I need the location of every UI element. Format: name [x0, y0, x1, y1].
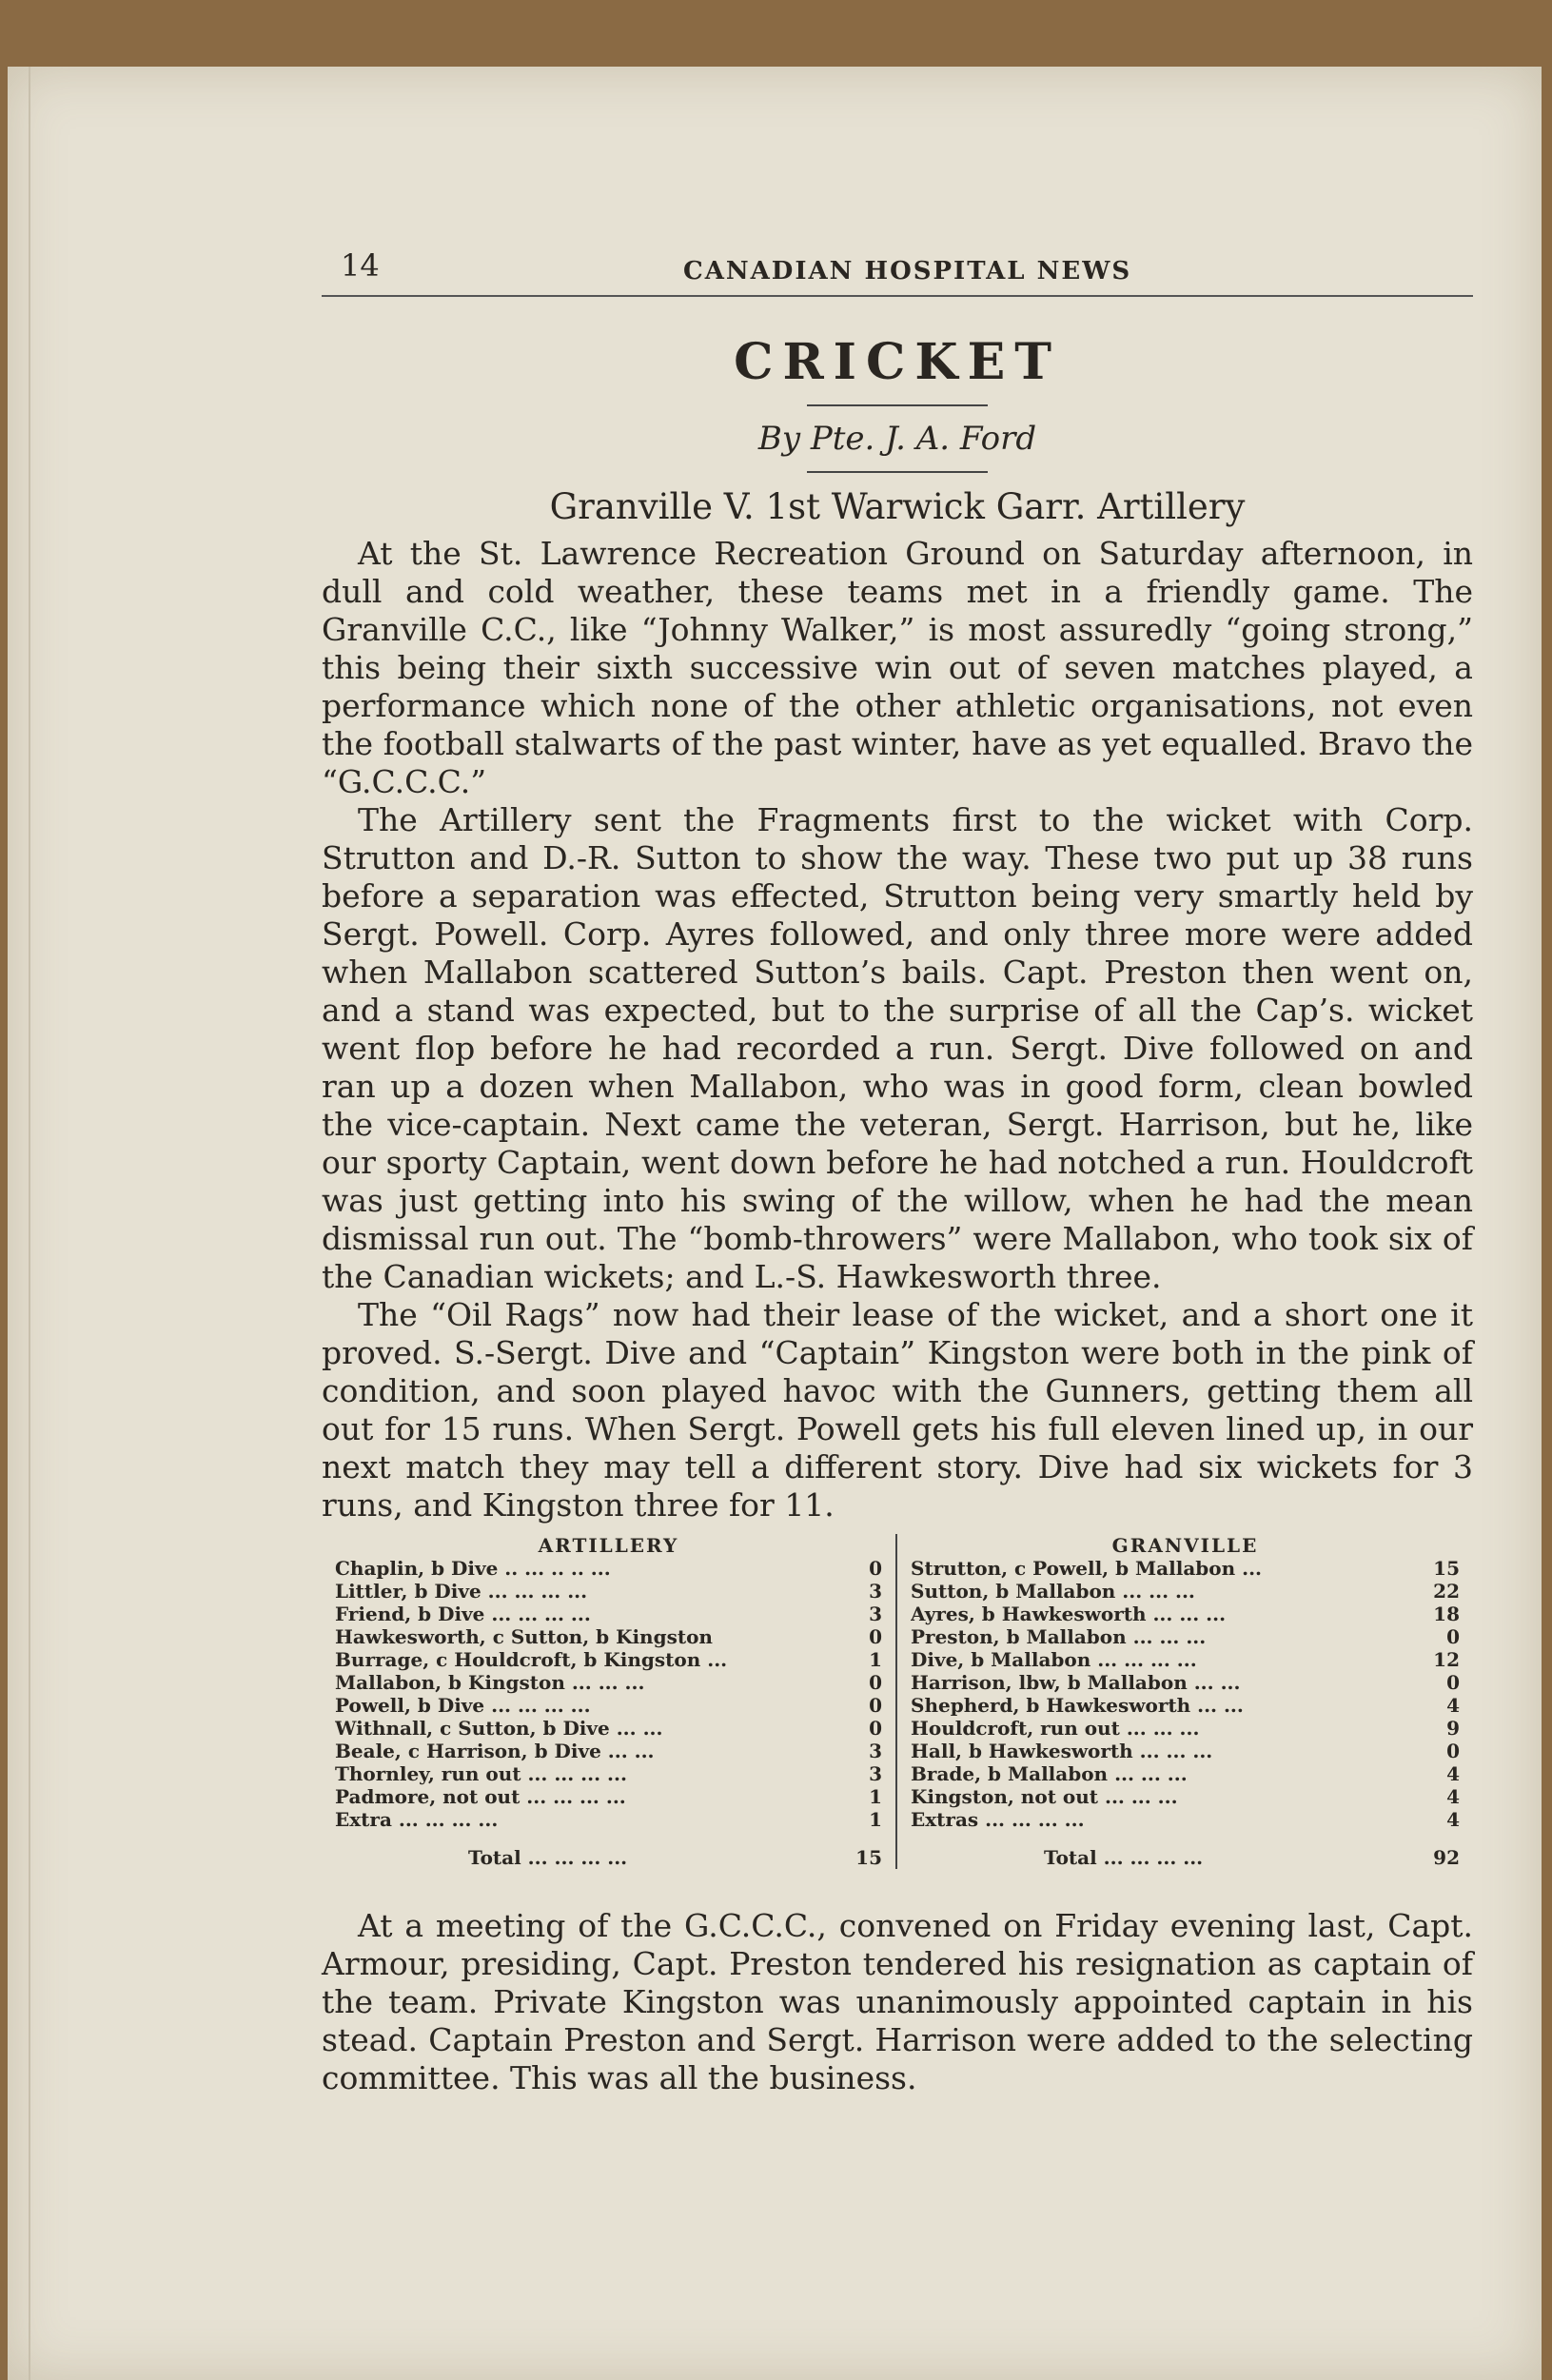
batsman-entry: Ayres, b Hawkesworth ... ... ...	[911, 1603, 1227, 1625]
closing-paragraph: At a meeting of the G.C.C.C., convened on Friday evening last, Capt. Armour, presiding, Capt. Preston tendered his resignation as captain of the team. Private Kingston was unanimously appointed captain in his stead. Captain Preston and Sergt. Harrison were added to the selecting committee. This was all the business.	[322, 1907, 1473, 2096]
granville-total-row	[911, 1846, 1460, 1869]
granville-scorecard	[897, 1534, 1473, 1869]
runs-value: 4	[1446, 1694, 1460, 1717]
scorecard	[322, 1534, 1473, 1869]
runs-value: 3	[869, 1740, 882, 1762]
runs-value: 4	[1446, 1762, 1460, 1785]
batsman-entry: Kingston, not out ... ... ...	[911, 1785, 1178, 1808]
artillery-total-row	[335, 1846, 882, 1869]
score-row	[335, 1762, 882, 1785]
page-number: 14	[341, 247, 380, 284]
score-row	[911, 1648, 1460, 1671]
batsman-entry: Preston, b Mallabon ... ... ...	[911, 1625, 1207, 1648]
article-title: CRICKET	[734, 333, 1061, 391]
paragraph-1: At the St. Lawrence Recreation Ground on Saturday afternoon, in dull and cold weather, these teams met in a friendly game. The Granville C.C., like “Johnny Walker,” is most assuredly “going strong,” this being their sixth successive win out of seven matches played, a performance which none of the other athletic organisations, not even the football stalwarts of the past winter, have as yet equalled. Bravo the “G.C.C.C.”	[322, 535, 1473, 800]
batsman-entry: Burrage, c Houldcroft, b Kingston ...	[335, 1648, 728, 1671]
paragraph-3: The “Oil Rags” now had their lease of the wicket, and a short one it proved. S.-Sergt. Dive and “Captain” Kingston were both in the pink of condition, and soon played havoc with the Gunners, getting them all out for 15 runs. When Sergt. Powell gets his full eleven lined up, in our next match they may tell a different story. Dive had six wickets for 3 runs, and Kingston three for 11.	[322, 1296, 1473, 1524]
batsman-entry: Mallabon, b Kingston ... ... ...	[335, 1671, 645, 1694]
score-row	[911, 1580, 1460, 1603]
artillery-heading: ARTILLERY	[538, 1534, 679, 1557]
score-row	[335, 1580, 882, 1603]
score-row	[335, 1785, 882, 1808]
score-row	[911, 1762, 1460, 1785]
runs-value: 3	[869, 1603, 882, 1625]
batsman-entry: Extra ... ... ... ...	[335, 1808, 499, 1831]
batsman-entry: Houldcroft, run out ... ... ...	[911, 1717, 1200, 1740]
batsman-entry: Thornley, run out ... ... ... ...	[335, 1762, 627, 1785]
batsman-entry: Chaplin, b Dive .. ... .. .. ...	[335, 1557, 611, 1580]
runs-value: 0	[1446, 1671, 1460, 1694]
byline-rule	[807, 471, 988, 473]
runs-value: 0	[869, 1717, 882, 1740]
match-subtitle: Granville V. 1st Warwick Garr. Artillery	[549, 486, 1246, 527]
batsman-entry: Harrison, lbw, b Mallabon ... ...	[911, 1671, 1241, 1694]
batsman-entry: Sutton, b Mallabon ... ... ...	[911, 1580, 1195, 1603]
runs-value: 0	[869, 1625, 882, 1648]
score-row	[911, 1557, 1460, 1580]
runs-value: 4	[1446, 1785, 1460, 1808]
runs-value: 1	[869, 1785, 882, 1808]
batsman-entry: Hawkesworth, c Sutton, b Kingston	[335, 1625, 713, 1648]
paragraph-2: The Artillery sent the Fragments first to the wicket with Corp. Strutton and D.-R. Sutton to show the way. These two put up 38 runs before a separation was effected, Strutton being very smartly held by Sergt. Powell. Corp. Ayres followed, and only three more were added when Mallabon scattered Sutton’s bails. Capt. Preston then went on, and a stand was expected, but to the surprise of all the Cap’s. wicket went flop before he had recorded a run. Sergt. Dive followed on and ran up a dozen when Mallabon, who was in good form, clean bowled the vice-captain. Next came the veteran, Sergt. Harrison, but he, like our sporty Captain, went down before he had notched a run. Houldcroft was just getting into his swing of the willow, when he had the mean dismissal run out. The “bomb-throwers” were Mallabon, who took six of the Canadian wickets; and L.-S. Hawkesworth three.	[322, 801, 1473, 1295]
runs-value: 3	[869, 1762, 882, 1785]
runs-value: 4	[1446, 1808, 1460, 1831]
batsman-entry: Beale, c Harrison, b Dive ... ...	[335, 1740, 655, 1762]
byline: By Pte. J. A. Ford	[757, 420, 1037, 458]
runs-value: 3	[869, 1580, 882, 1603]
score-row	[335, 1694, 882, 1717]
batsman-entry: Hall, b Hawkesworth ... ... ...	[911, 1740, 1213, 1762]
batsman-entry: Extras ... ... ... ...	[911, 1808, 1085, 1831]
score-row	[911, 1603, 1460, 1625]
total-label: Total ... ... ... ...	[468, 1846, 628, 1869]
score-row	[911, 1785, 1460, 1808]
batsman-entry: Shepherd, b Hawkesworth ... ...	[911, 1694, 1244, 1717]
article-content	[322, 238, 1473, 2097]
score-row	[335, 1717, 882, 1740]
batsman-entry: Withnall, c Sutton, b Dive ... ...	[335, 1717, 663, 1740]
runs-value: 12	[1433, 1648, 1460, 1671]
score-row	[911, 1717, 1460, 1740]
score-row	[335, 1625, 882, 1648]
granville-total: 92	[1433, 1846, 1460, 1869]
batsman-entry: Dive, b Mallabon ... ... ... ...	[911, 1648, 1197, 1671]
runs-value: 15	[1433, 1557, 1460, 1580]
page	[8, 67, 1542, 2380]
artillery-total: 15	[855, 1846, 882, 1869]
score-row	[911, 1808, 1460, 1831]
runs-value: 0	[1446, 1740, 1460, 1762]
runs-value: 0	[869, 1694, 882, 1717]
runs-value: 22	[1433, 1580, 1460, 1603]
runs-value: 1	[869, 1808, 882, 1831]
runs-value: 0	[869, 1557, 882, 1580]
total-label: Total ... ... ... ...	[1044, 1846, 1204, 1869]
running-header	[322, 238, 1473, 297]
batsman-entry: Padmore, not out ... ... ... ...	[335, 1785, 626, 1808]
page-edge	[29, 67, 30, 2380]
batsman-entry: Strutton, c Powell, b Mallabon ...	[911, 1557, 1263, 1580]
score-row	[911, 1740, 1460, 1762]
journal-title: CANADIAN HOSPITAL NEWS	[683, 257, 1132, 285]
score-row	[335, 1808, 882, 1831]
score-row	[911, 1625, 1460, 1648]
score-row	[911, 1671, 1460, 1694]
runs-value: 0	[869, 1671, 882, 1694]
runs-value: 18	[1433, 1603, 1460, 1625]
score-row	[911, 1694, 1460, 1717]
batsman-entry: Littler, b Dive ... ... ... ...	[335, 1580, 588, 1603]
batsman-entry: Powell, b Dive ... ... ... ...	[335, 1694, 591, 1717]
runs-value: 0	[1446, 1625, 1460, 1648]
granville-heading: GRANVILLE	[1111, 1534, 1259, 1557]
batsman-entry: Friend, b Dive ... ... ... ...	[335, 1603, 591, 1625]
artillery-scorecard	[322, 1534, 897, 1869]
runs-value: 9	[1446, 1717, 1460, 1740]
score-row	[335, 1603, 882, 1625]
batsman-entry: Brade, b Mallabon ... ... ...	[911, 1762, 1188, 1785]
score-row	[335, 1648, 882, 1671]
title-rule	[807, 404, 988, 406]
score-row	[335, 1671, 882, 1694]
score-row	[335, 1740, 882, 1762]
runs-value: 1	[869, 1648, 882, 1671]
score-row	[335, 1557, 882, 1580]
